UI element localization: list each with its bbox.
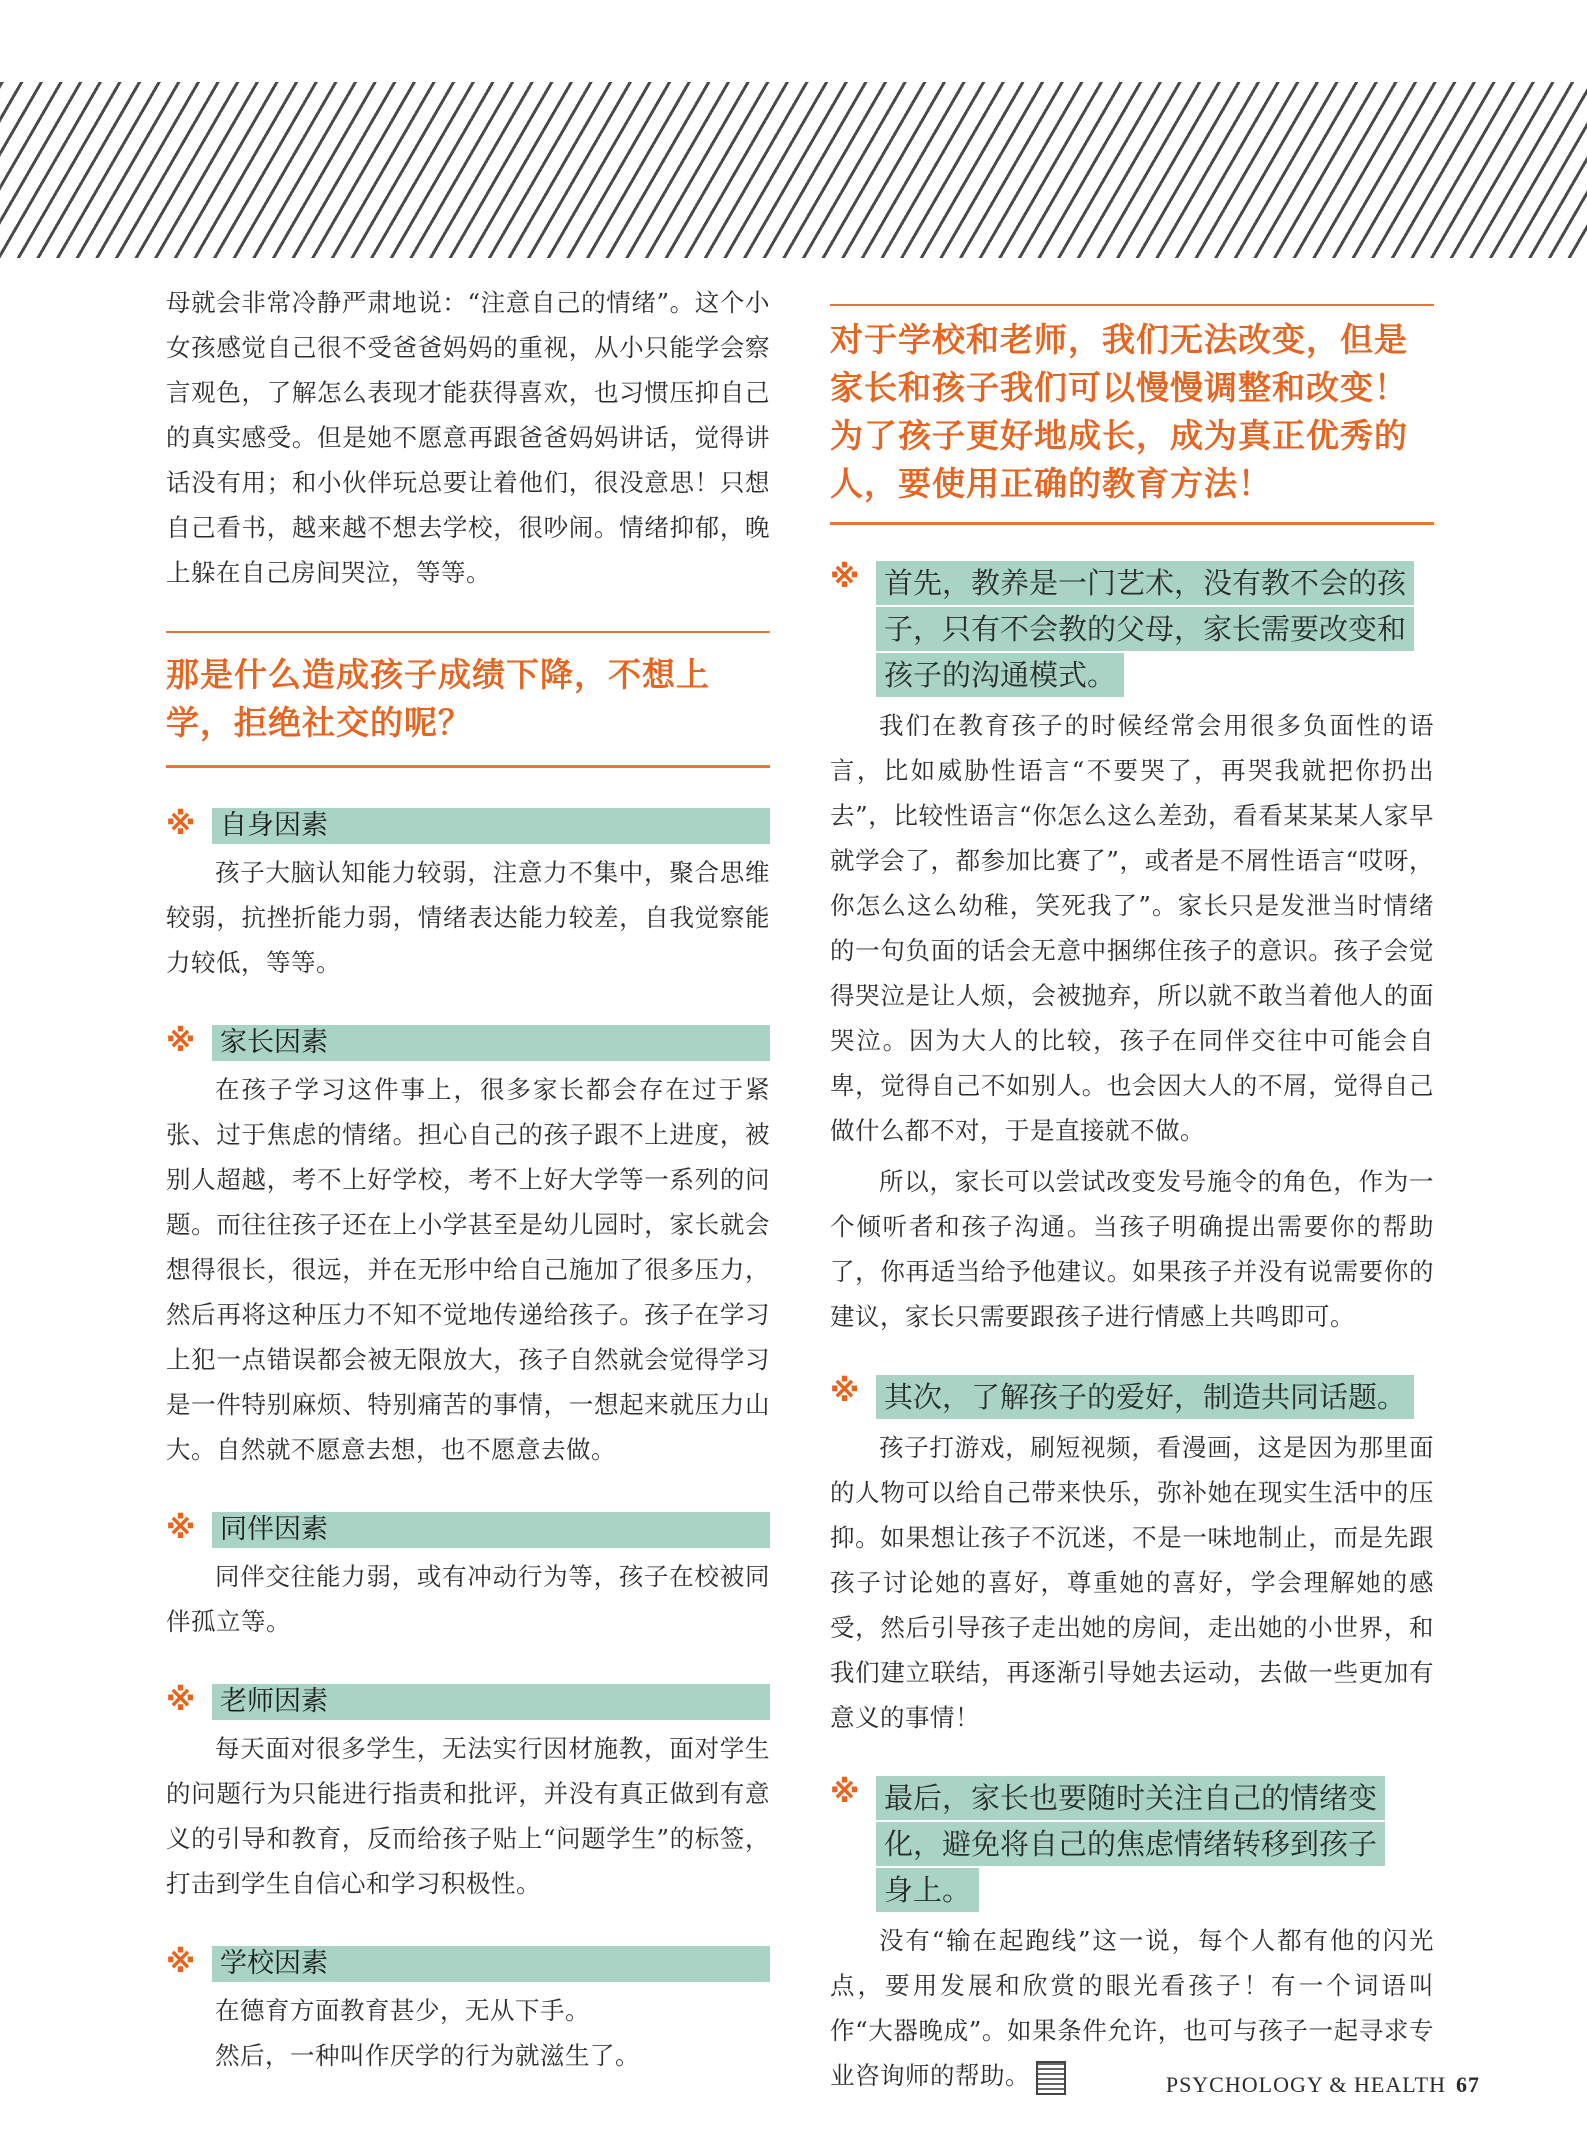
tip-section — [830, 1375, 1434, 1740]
tip-heading-line: 最后，家长也要随时关注自己的情绪变 — [876, 1776, 1385, 1820]
tip-heading — [830, 561, 1434, 699]
right-column — [830, 304, 1434, 2098]
tip-paragraph-text: 没有“输在起跑线”这一说，每个人都有他的闪光点，要用发展和欣赏的眼光看孩子！有一个词语叫作“大器晚成”。如果条件允许，也可与孩子一起寻求专业咨询师的帮助。 — [830, 1926, 1434, 2090]
tip-heading-line: 子，只有不会教的父母，家长需要改变和 — [876, 607, 1414, 651]
cause-section — [166, 1025, 770, 1472]
header-stripe-banner — [0, 82, 1587, 258]
reference-mark-icon: ※ — [830, 1775, 860, 1810]
question-heading: 那是什么造成孩子成绩下降，不想上学，拒绝社交的呢？ — [166, 655, 710, 742]
tip-heading — [830, 1375, 1434, 1421]
reference-mark-icon: ※ — [166, 1024, 196, 1059]
page-number: 67 — [1456, 2072, 1480, 2097]
pullquote-block — [830, 304, 1434, 525]
section-heading — [166, 1946, 770, 1982]
magazine-name: PSYCHOLOGY & HEALTH — [1165, 2072, 1446, 2097]
section-heading — [166, 808, 770, 844]
tip-paragraph — [830, 1918, 1434, 2098]
tip-paragraph: 孩子打游戏，刷短视频，看漫画，这是因为那里面的人物可以给自己带来快乐，弥补她在现实生活中的压抑。如果想让孩子不沉迷，不是一味地制止，而是先跟孩子讨论她的喜好，尊重她的喜好，学会理解她的感受，然后引导孩子走出她的房间，走出她的小世界，和我们建立联结，再逐渐引导她去运动，去做一些更加有意义的事情！ — [830, 1433, 1434, 1732]
pullquote-text: 对于学校和老师，我们无法改变，但是家长和孩子我们可以慢慢调整和改变！为了孩子更好地成长，成为真正优秀的人，要使用正确的教育方法！ — [830, 320, 1408, 503]
section-paragraph: 然后，一种叫作厌学的行为就滋生了。 — [215, 2041, 640, 2070]
left-column — [166, 280, 770, 2078]
reference-mark-icon: ※ — [166, 1511, 196, 1546]
tip-heading-line: 其次，了解孩子的爱好，制造共同话题。 — [876, 1375, 1414, 1419]
tip-heading-line: 首先，教养是一门艺术，没有教不会的孩 — [876, 561, 1414, 605]
tip-paragraph: 我们在教育孩子的时候经常会用很多负面性的语言，比如威胁性语言“不要哭了，再哭我就把你扔出去”，比较性语言“你怎么这么差劲，看看某某某人家早就学会了，都参加比赛了”，或者是不屑性语言“哎呀，你怎么这么幼稚，笑死我了”。家长只是发泄当时情绪的一句负面的话会无意中捆绑住孩子的意识。孩子会觉得哭泣是让人烦，会被抛弃，所以就不敢当着他人的面哭泣。因为大人的比较，孩子在同伴交往中可能会自卑，觉得自己不如别人。也会因大人的不屑，觉得自己做什么都不对，于是直接就不做。 — [830, 711, 1434, 1145]
tip-heading — [830, 1776, 1434, 1914]
reference-mark-icon: ※ — [166, 807, 196, 842]
cause-section — [166, 808, 770, 985]
tip-section — [830, 561, 1434, 1339]
section-title: 老师因素 — [212, 1684, 770, 1720]
section-heading — [166, 1512, 770, 1548]
page-footer — [1100, 2072, 1480, 2098]
section-paragraph: 在孩子学习这件事上，很多家长都会存在过于紧张、过于焦虑的情绪。担心自己的孩子跟不上进度，被别人超越，考不上好学校，考不上好大学等一系列的问题。而往往孩子还在上小学甚至是幼儿园时，家长就会想得很长，很远，并在无形中给自己施加了很多压力，然后再将这种压力不知不觉地传递给孩子。孩子在学习上犯一点错误都会被无限放大，孩子自然就会觉得学习是一件特别麻烦、特别痛苦的事情，一想起来就压力山大。自然就不愿意去想，也不愿意去做。 — [166, 1075, 770, 1464]
tip-heading-line: 孩子的沟通模式。 — [876, 653, 1124, 697]
section-paragraph: 每天面对很多学生，无法实行因材施教，面对学生的问题行为只能进行指责和批评，并没有真正做到有意义的引导和教育，反而给孩子贴上“问题学生”的标签，打击到学生自信心和学习积极性。 — [166, 1734, 770, 1898]
tip-paragraph: 所以，家长可以尝试改变发号施令的角色，作为一个倾听者和孩子沟通。当孩子明确提出需要你的帮助了，你再适当给予他建议。如果孩子并没有说需要你的建议，家长只需要跟孩子进行情感上共鸣即可。 — [830, 1167, 1434, 1331]
section-paragraph: 在德育方面教育甚少，无从下手。 — [215, 1996, 590, 2025]
reference-mark-icon: ※ — [830, 560, 860, 595]
section-paragraph: 孩子大脑认知能力较弱，注意力不集中，聚合思维较弱，抗挫折能力弱，情绪表达能力较差，自我觉察能力较低，等等。 — [166, 858, 770, 977]
question-heading-block — [166, 631, 770, 768]
section-title: 同伴因素 — [212, 1512, 770, 1548]
tip-heading-text — [876, 1375, 1434, 1421]
cause-section — [166, 1684, 770, 1906]
reference-mark-icon: ※ — [830, 1374, 860, 1409]
section-title: 自身因素 — [212, 808, 770, 844]
intro-paragraph: 母就会非常冷静严肃地说：“注意自己的情绪”。这个小女孩感觉自己很不受爸爸妈妈的重视，从小只能学会察言观色，了解怎么表现才能获得喜欢，也习惯压抑自己的真实感受。但是她不愿意再跟爸爸妈妈讲话，觉得讲话没有用；和小伙伴玩总要让着他们，很没意思！只想自己看书，越来越不想去学校，很吵闹。情绪抑郁，晚上躲在自己房间哭泣，等等。 — [166, 288, 770, 587]
end-mark-icon — [1036, 2061, 1066, 2095]
section-title: 家长因素 — [212, 1025, 770, 1061]
reference-mark-icon: ※ — [166, 1945, 196, 1980]
cause-section — [166, 1512, 770, 1644]
tip-heading-text — [876, 561, 1434, 699]
tip-heading-line: 化，避免将自己的焦虑情绪转移到孩子 — [876, 1822, 1385, 1866]
tip-heading-text — [876, 1776, 1434, 1914]
section-paragraph: 同伴交往能力弱，或有冲动行为等，孩子在校被同伴孤立等。 — [166, 1562, 770, 1636]
reference-mark-icon: ※ — [166, 1683, 196, 1718]
tip-heading-line: 身上。 — [876, 1868, 979, 1912]
section-title: 学校因素 — [212, 1946, 770, 1982]
section-heading — [166, 1684, 770, 1720]
cause-section — [166, 1946, 770, 2078]
section-heading — [166, 1025, 770, 1061]
tip-section — [830, 1776, 1434, 2098]
